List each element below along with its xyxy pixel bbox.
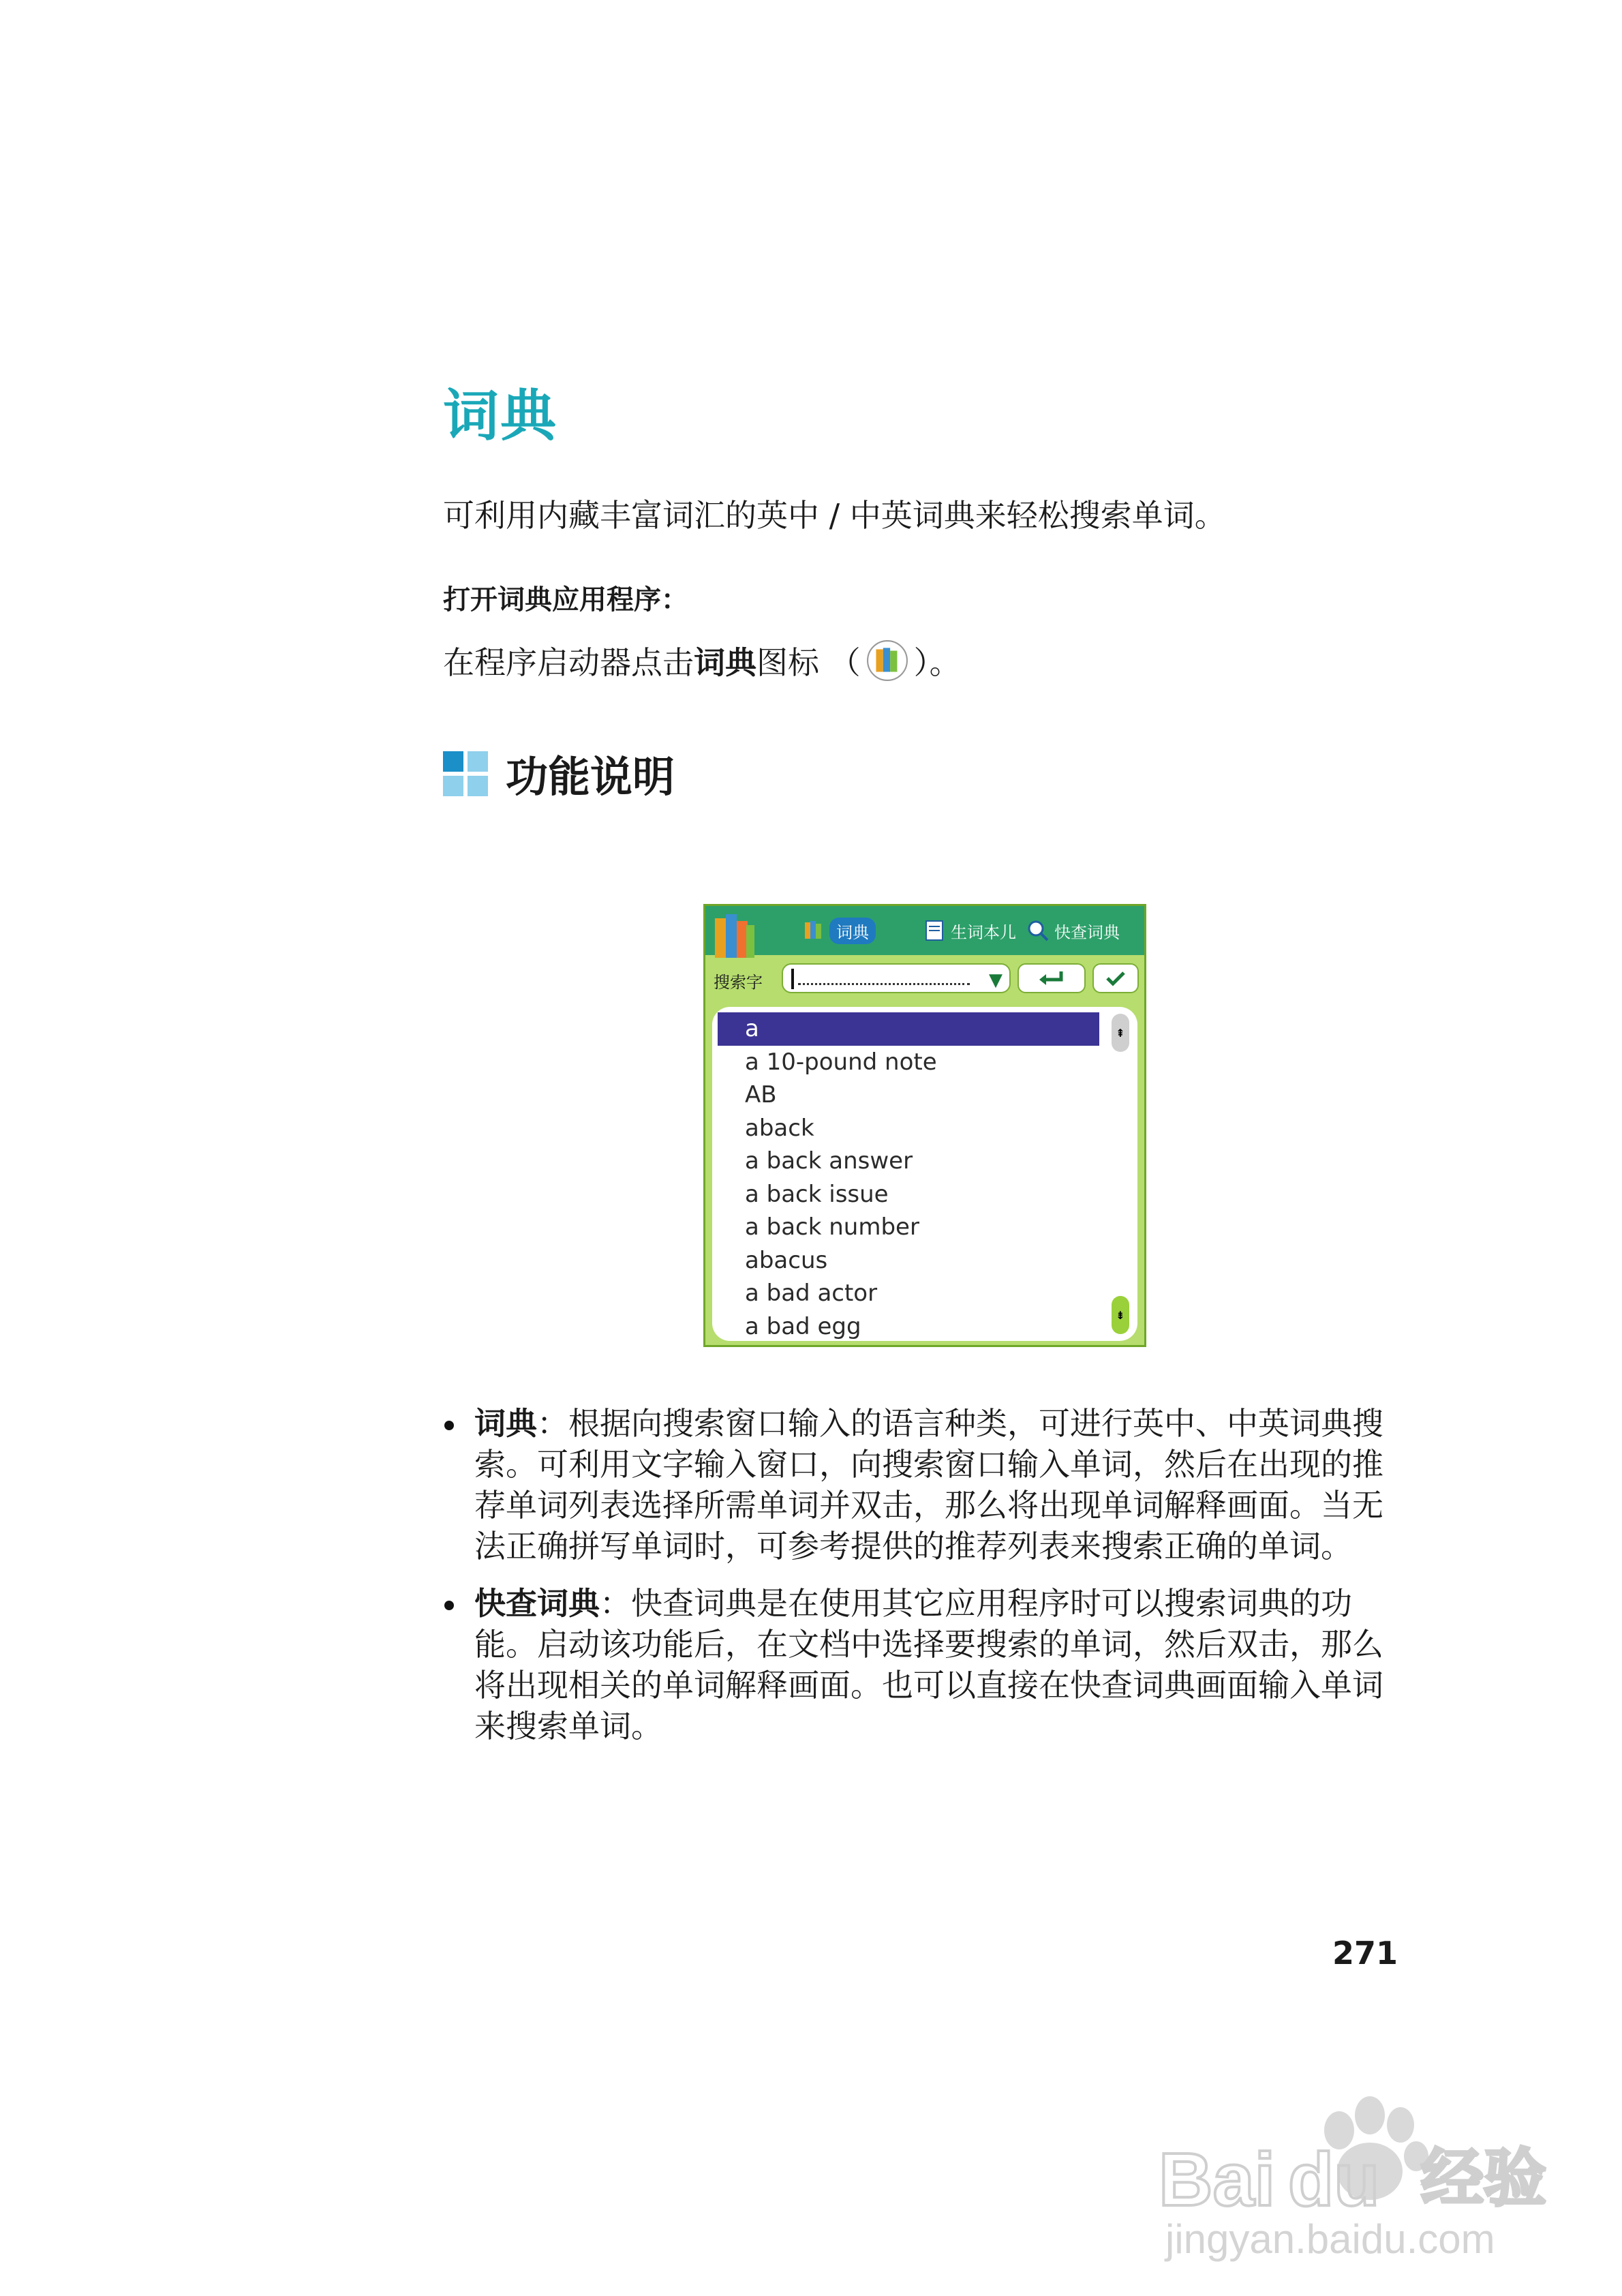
baidu-watermark	[1152, 2083, 1561, 2267]
input-underline	[798, 983, 970, 985]
search-label: 搜索字	[714, 973, 763, 992]
list-item[interactable]: a	[718, 1012, 1099, 1046]
list-item	[443, 1583, 1397, 1747]
bullet-icon	[444, 1601, 454, 1610]
list-item[interactable]: a 10-pound note	[745, 1048, 937, 1076]
page-title: 词典	[443, 384, 558, 449]
magnifier-icon	[1026, 918, 1050, 943]
section-blocks-icon	[443, 751, 488, 796]
step-bold: 词典	[694, 644, 756, 681]
scrollbar[interactable]	[1112, 1014, 1129, 1334]
enter-button[interactable]	[1017, 963, 1086, 993]
search-row	[705, 955, 1144, 1003]
ok-button[interactable]	[1092, 963, 1139, 993]
section-heading: 功能说明	[506, 752, 675, 802]
page-number: 271	[1332, 1935, 1398, 1972]
list-item[interactable]: AB	[745, 1081, 777, 1108]
tab-dictionary[interactable]	[801, 916, 876, 946]
notebook-icon	[922, 918, 947, 943]
list-item[interactable]: aback	[745, 1114, 814, 1142]
bullet-icon	[444, 1421, 454, 1430]
svg-text:经验: 经验	[1421, 2142, 1547, 2215]
svg-text:Bai: Bai	[1159, 2138, 1276, 2222]
bullet-term: 词典	[474, 1405, 537, 1442]
bullet-text: ：快查词典是在使用其它应用程序时可以搜索词典的功能。启动该功能后，在文档中选择要搜索的单词，然后双击，那么将出现相关的单词解释画面。也可以直接在快查词典画面输入单词来搜索单词。	[474, 1585, 1383, 1744]
list-item[interactable]: a bad egg	[745, 1312, 861, 1340]
tab-label: 词典	[829, 918, 876, 944]
intro-text: 可利用内藏丰富词汇的英中 / 中英词典来轻松搜索单词。	[443, 497, 1226, 534]
scroll-up-icon[interactable]: ⇞	[1112, 1014, 1129, 1052]
step-prefix: 在程序启动器点击	[443, 644, 694, 681]
bullet-term: 快查词典	[474, 1585, 600, 1622]
list-item[interactable]: a bad actor	[745, 1280, 878, 1307]
list-item	[443, 1403, 1397, 1567]
check-icon	[1105, 970, 1126, 986]
dropdown-arrow-icon[interactable]: ▼	[989, 970, 1003, 991]
scroll-down-icon[interactable]: ⇟	[1112, 1296, 1129, 1334]
tab-wordbook[interactable]	[922, 916, 1016, 946]
device-tabs	[705, 906, 1144, 955]
book-icon	[801, 918, 825, 943]
svg-text:jingyan.baidu.com: jingyan.baidu.com	[1165, 2216, 1495, 2262]
bullet-text: ：根据向搜索窗口输入的语言种类，可进行英中、中英词典搜索。可利用文字输入窗口，向搜索窗口输入单词，然后在出现的推荐单词列表选择所需单词并双击，那么将出现单词解释画面。当无法正确拼写单词时，可参考提供的推荐列表来搜索正确的单词。	[474, 1405, 1383, 1565]
tab-quick-lookup[interactable]	[1026, 916, 1120, 946]
text-caret	[791, 969, 794, 989]
device-screenshot	[703, 904, 1146, 1347]
enter-arrow-icon	[1037, 970, 1067, 986]
tab-label: 生词本儿	[951, 922, 1016, 942]
search-input[interactable]	[782, 963, 1011, 993]
feature-bullets	[443, 1403, 1397, 1763]
step-text	[443, 638, 961, 683]
list-item[interactable]: a back issue	[745, 1180, 889, 1208]
word-list	[718, 1012, 1099, 1341]
tab-label: 快查词典	[1054, 922, 1120, 942]
list-item[interactable]: a back answer	[745, 1147, 913, 1175]
svg-text:du: du	[1288, 2138, 1380, 2222]
howto-heading: 打开词典应用程序：	[443, 584, 688, 616]
section-header	[443, 743, 675, 804]
list-item[interactable]: a back number	[745, 1213, 919, 1241]
word-list-panel	[712, 1007, 1137, 1341]
step-suffix1: 图标 （	[756, 644, 861, 681]
dictionary-app-icon	[866, 639, 908, 682]
step-suffix2: ）。	[913, 644, 961, 681]
list-item[interactable]: abacus	[745, 1246, 828, 1274]
